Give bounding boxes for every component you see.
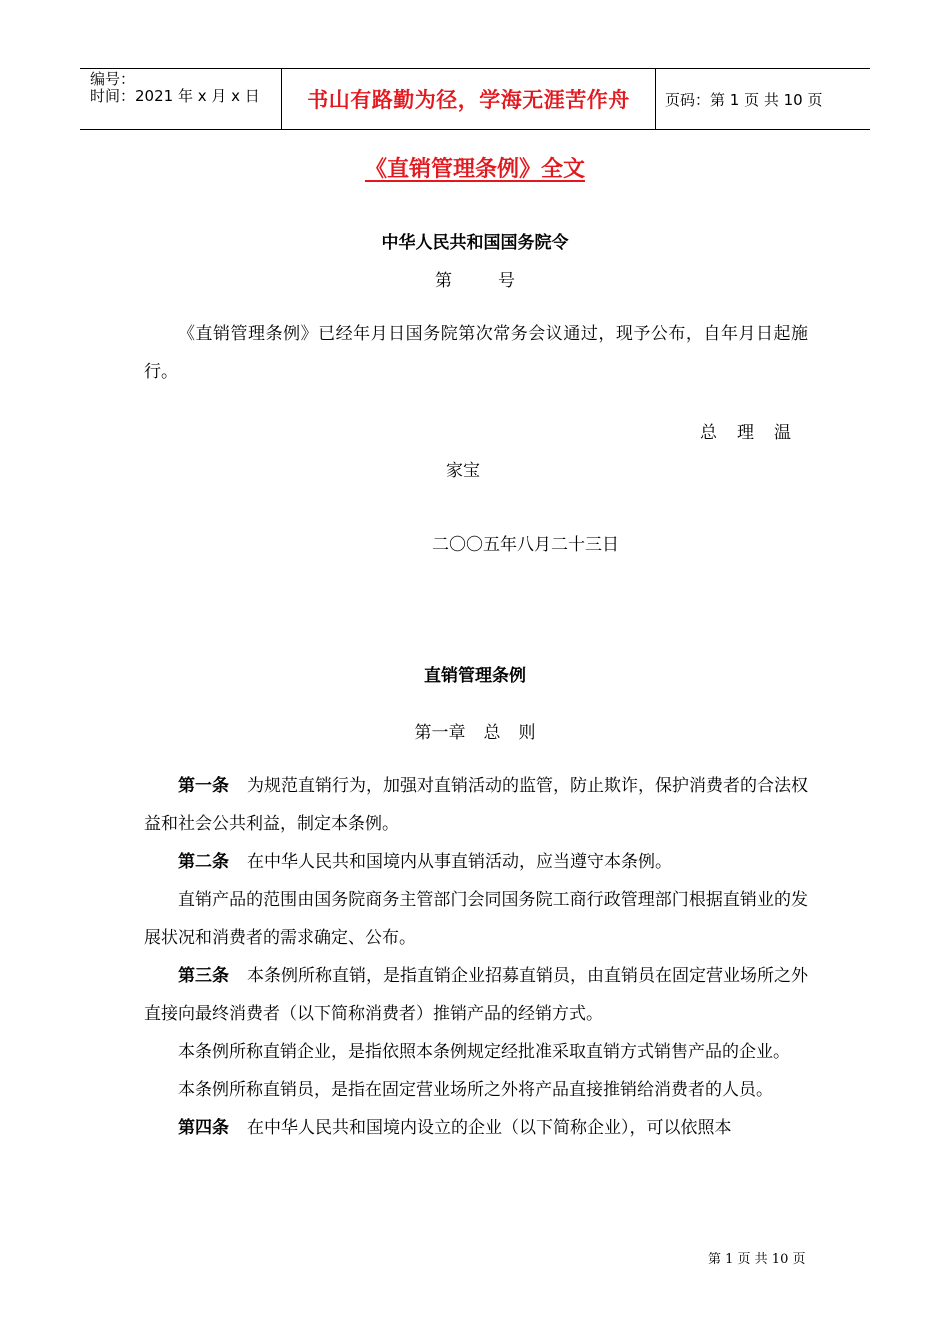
document-title-text: 《直销管理条例》全文 [364,157,585,182]
header-table [80,68,870,130]
chapter-number: 第一章 [414,723,466,743]
document-title [0,152,950,183]
regulation-title: 直销管理条例 [424,666,526,686]
header-meta-cell [80,69,280,129]
page-code: 页码：第 1 页 共 10 页 [665,90,823,109]
chapter-name-2: 则 [518,723,536,743]
article-label: 第一条 [178,776,229,796]
article-text: 为规范直销行为，加强对直销活动的监管，防止欺诈，保护消费者的合法权益和社会公共利益，制定本条例。 [144,776,808,834]
article-paragraph [144,1071,808,1109]
article-label: 第二条 [178,852,229,872]
decree-date: 二〇〇五年八月二十三日 [432,535,619,555]
chapter-heading [0,718,950,743]
article-text: 直销产品的范围由国务院商务主管部门会同国务院工商行政管理部门根据直销业的发展状况和消费者的需求确定、公布。 [144,890,808,948]
signature-line-2: 家宝 [446,461,480,481]
chapter-name-1: 总 [483,723,501,743]
article-text: 本条例所称直销，是指直销企业招募直销员，由直销员在固定营业场所之外直接向最终消费者（以下简称消费者）推销产品的经销方式。 [144,966,808,1024]
article-paragraph [144,767,808,843]
articles-body [144,767,808,1147]
article-paragraph [144,1033,808,1071]
motto-text: 书山有路勤为径，学海无涯苦作舟 [307,88,630,112]
signature-char-3: 温 [774,423,791,443]
article-label: 第四条 [178,1118,229,1138]
decree-body [144,315,808,391]
article-text: 本条例所称直销企业，是指依照本条例规定经批准采取直销方式销售产品的企业。 [178,1042,790,1062]
decree-number [0,266,950,291]
number-label: 编号： [90,70,136,88]
article-paragraph [144,957,808,1033]
signature-char-2: 理 [737,423,754,443]
header-motto-cell [281,69,656,129]
page-footer: 第 1 页 共 10 页 [708,1252,806,1267]
signature-char-1: 总 [700,423,717,443]
decree-number-left: 第 [435,271,452,291]
decree-title: 中华人民共和国国务院令 [381,233,569,253]
article-paragraph [144,1109,808,1147]
decree-paragraph: 《直销管理条例》已经年月日国务院第次常务会议通过，现予公布，自年月日起施行。 [144,324,808,382]
signature-line-1 [700,418,791,443]
article-text: 在中华人民共和国境内从事直销活动，应当遵守本条例。 [247,852,672,872]
article-text: 在中华人民共和国境内设立的企业（以下简称企业），可以依照本 [247,1118,732,1138]
article-text: 本条例所称直销员，是指在固定营业场所之外将产品直接推销给消费者的人员。 [178,1080,773,1100]
decree-number-right: 号 [498,271,515,291]
time-label: 时间：2021 年 x 月 x 日 [90,87,260,105]
article-paragraph [144,843,808,881]
article-label: 第三条 [178,966,229,986]
header-page-cell [655,69,870,129]
article-paragraph [144,881,808,957]
